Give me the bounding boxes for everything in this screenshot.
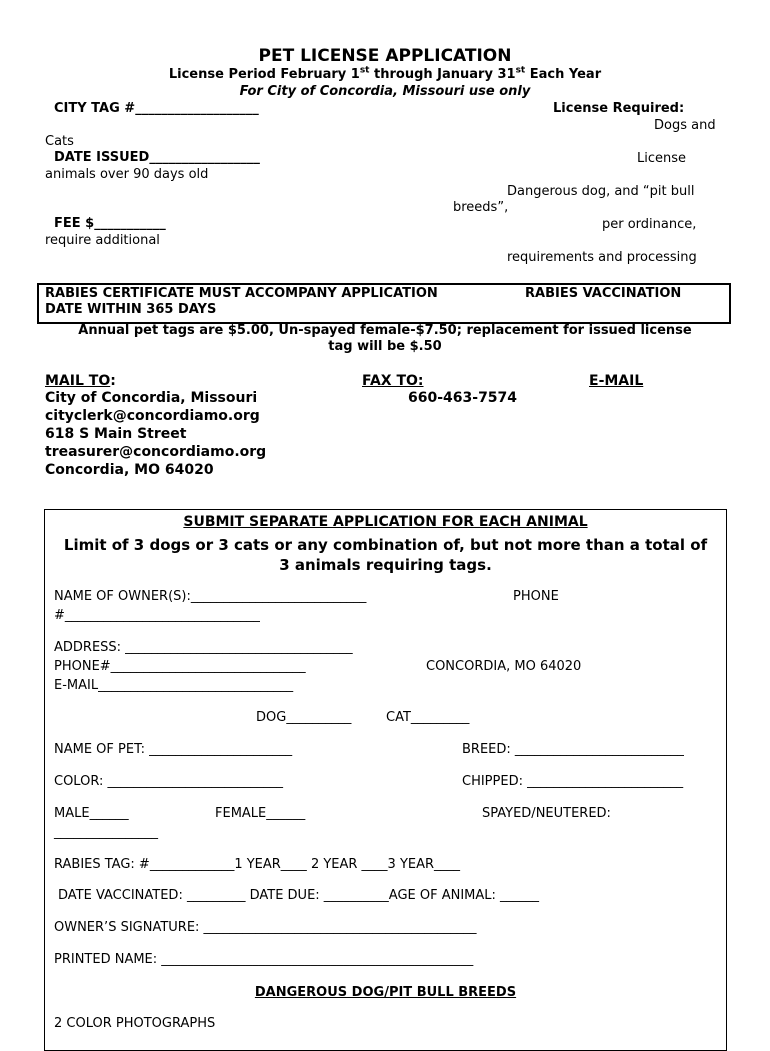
email-treasurer: treasurer@concordiamo.org [45,444,267,460]
email-field[interactable]: E-MAIL______________________________ [54,678,294,693]
printed-name-field[interactable]: PRINTED NAME: ________________________________________________ [54,952,474,967]
rabies-certificate-notice: RABIES CERTIFICATE MUST ACCOMPANY APPLICATION [45,286,438,301]
limit-line-1: Limit of 3 dogs or 3 cats or any combination of, but not more than a total of [63,536,708,554]
limit-line-2: 3 animals requiring tags. [279,556,492,574]
city-use-only: For City of Concordia, Missouri use only [239,84,531,99]
per-ordinance-text: per ordinance, [602,217,697,232]
email-label: E-MAIL [589,373,644,389]
mail-to-label [45,373,116,389]
city-state-zip: CONCORDIA, MO 64020 [426,659,582,674]
address-field[interactable]: ADDRESS: ___________________________________ [54,640,353,655]
license-period-part: Each Year [525,67,602,82]
cats-text: Cats [45,134,74,149]
license-required-label: License Required: [553,101,685,116]
license-text: License [637,151,687,166]
dangerous-dog-text: Dangerous dog, and “pit bull [507,184,695,199]
mail-city-name: City of Concordia, Missouri [45,390,258,406]
dogs-and-text: Dogs and [654,118,716,133]
rabies-date-notice: DATE WITHIN 365 DAYS [45,302,217,317]
animals-over-text: animals over 90 days old [45,167,209,182]
photos-requirement: 2 COLOR PHOTOGRAPHS [54,1016,216,1031]
fax-number: 660-463-7574 [408,390,518,406]
rabies-vaccination-notice: RABIES VACCINATION [525,286,682,301]
ordinal-suffix: st [359,65,370,76]
phone-field[interactable]: #______________________________ [54,608,260,623]
breeds-text: breeds”, [453,200,509,215]
dangerous-dog-heading: DANGEROUS DOG/PIT BULL BREEDS [254,985,517,1000]
female-field[interactable]: FEMALE______ [215,806,306,821]
page-title: PET LICENSE APPLICATION [258,46,512,66]
mail-street: 618 S Main Street [45,426,187,442]
ordinal-suffix: st [515,65,526,76]
phone2-field[interactable]: PHONE#______________________________ [54,659,306,674]
chipped-field[interactable]: CHIPPED: ________________________ [462,774,684,789]
mail-to-label-text: MAIL TO [45,373,111,389]
fee-field: FEE $___________ [54,216,166,231]
spayed-field[interactable]: ________________ [54,825,158,840]
spayed-label: SPAYED/NEUTERED: [482,806,611,821]
pet-name-field[interactable]: NAME OF PET: ______________________ [54,742,293,757]
license-period-part: through January 31 [369,67,516,82]
phone-label: PHONE [513,589,559,604]
mail-city-zip: Concordia, MO 64020 [45,462,214,478]
rabies-tag-field[interactable]: RABIES TAG: #_____________1 YEAR____ 2 YEAR ____3 YEAR____ [54,857,461,872]
fees-line-1: Annual pet tags are $5.00, Un-spayed female-$7.50; replacement for issued license [78,323,692,338]
city-tag-field: CITY TAG #___________________ [54,101,259,116]
date-vaccinated-field[interactable]: DATE VACCINATED: _________ DATE DUE: __________AGE OF ANIMAL: ______ [58,888,540,903]
breed-field[interactable]: BREED: __________________________ [462,742,684,757]
require-additional-text: require additional [45,233,160,248]
fax-to-label: FAX TO: [362,373,424,389]
requirements-text: requirements and processing [507,250,697,265]
cat-field[interactable]: CAT_________ [386,710,470,725]
dog-field[interactable]: DOG__________ [256,710,352,725]
license-period-part: License Period February 1 [168,67,360,82]
owner-name-field[interactable]: NAME OF OWNER(S):___________________________ [54,589,367,604]
male-field[interactable]: MALE______ [54,806,129,821]
email-cityclerk: cityclerk@concordiamo.org [45,408,260,424]
license-period [0,67,770,82]
color-field[interactable]: COLOR: ___________________________ [54,774,283,789]
fees-line-2: tag will be $.50 [328,339,442,354]
mail-to-colon: : [110,373,116,389]
date-issued-field: DATE ISSUED_________________ [54,150,260,165]
form-heading: SUBMIT SEPARATE APPLICATION FOR EACH ANIMAL [183,514,588,530]
owner-signature-field[interactable]: OWNER’S SIGNATURE: __________________________________________ [54,920,477,935]
